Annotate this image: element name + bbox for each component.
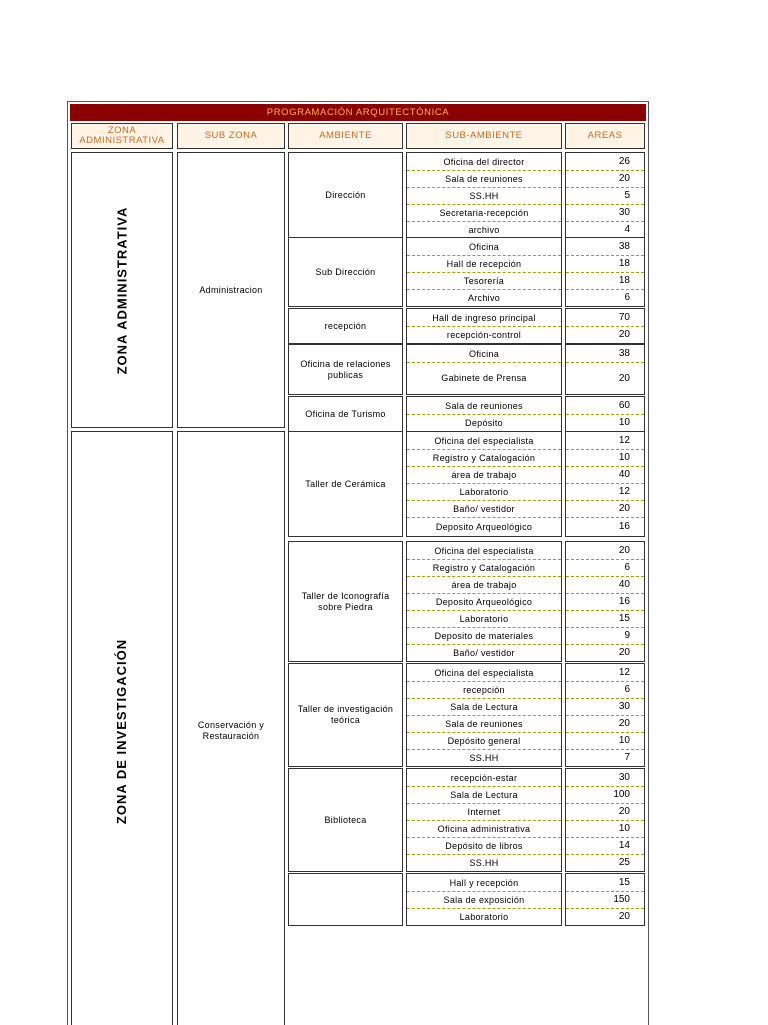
- sub-ambiente-cell: Laboratorio: [459, 613, 509, 624]
- area-value: 10: [618, 452, 630, 463]
- area-value: 5: [624, 190, 630, 201]
- area-value: 38: [618, 348, 630, 359]
- sub-ambiente-cell: Oficina del especialista: [434, 435, 534, 446]
- sub-ambiente-cell: SS.HH: [469, 190, 499, 201]
- area-value: 30: [618, 207, 630, 218]
- sub-ambiente-cell: recepción-control: [446, 329, 522, 340]
- sub-ambiente-cell: Registro y Catalogación: [432, 452, 536, 463]
- ambiente-label: Taller de Iconografía sobre Piedra: [301, 590, 390, 612]
- area-value: 6: [624, 684, 630, 695]
- sub-ambiente-cell: archivo: [468, 224, 500, 235]
- area-value: 20: [618, 718, 630, 729]
- sub-ambiente-cell: Sala de Lectura: [450, 701, 518, 712]
- sub-ambiente-cell: Laboratorio: [459, 911, 509, 922]
- sub-ambiente-cell: SS.HH: [469, 752, 499, 763]
- sub-ambiente-cell: SS.HH: [469, 857, 499, 868]
- sub-ambiente-cell: Hall y recepción: [449, 877, 519, 888]
- sub-ambiente-cell: Hall de recepción: [446, 258, 522, 269]
- sub-ambiente-cell: Registro y Catalogación: [432, 562, 536, 573]
- area-value: 20: [618, 503, 630, 514]
- area-value: 4: [624, 224, 630, 235]
- sub-ambiente-cell: área de trabajo: [451, 579, 517, 590]
- ambiente-label: Biblioteca: [324, 814, 367, 825]
- sub-ambiente-cell: Depósito general: [447, 735, 521, 746]
- sub-ambiente-cell: Hall de ingreso principal: [432, 312, 536, 323]
- area-value: 15: [618, 877, 630, 888]
- sub-ambiente-cell: Deposito Arqueológico: [435, 596, 533, 607]
- area-value: 38: [618, 241, 630, 252]
- ambiente-label: Taller de Cerámica: [305, 478, 386, 489]
- sub-ambiente-cell: Oficina: [468, 348, 500, 359]
- zone-label: ZONA DE INVESTIGACIÓN: [114, 638, 130, 824]
- ambiente-cell: [288, 308, 403, 344]
- area-value: 12: [618, 435, 630, 446]
- area-value: 30: [618, 772, 630, 783]
- area-value: 40: [618, 469, 630, 480]
- area-value: 16: [618, 521, 630, 532]
- area-value: 10: [618, 735, 630, 746]
- sub-ambiente-cell: Oficina del director: [443, 156, 525, 167]
- sub-ambiente-cell: Internet: [467, 806, 501, 817]
- area-value: 7: [624, 752, 630, 763]
- ambiente-label: Sub Dirección: [315, 266, 376, 277]
- zone-label: ZONA ADMINISTRATIVA: [114, 206, 130, 374]
- area-value: 10: [618, 417, 630, 428]
- header-areas: AREAS: [565, 123, 645, 149]
- sub-ambiente-cell: Sala de exposición: [443, 894, 525, 905]
- subzone-cell: [177, 431, 285, 1025]
- area-value: 12: [618, 667, 630, 678]
- sub-ambiente-cell: Sala de Lectura: [450, 789, 518, 800]
- sub-ambiente-cell: Depósito de libros: [445, 840, 523, 851]
- ambiente-cell: [288, 431, 403, 537]
- sub-ambiente-cell: Deposito Arqueológico: [435, 521, 533, 532]
- area-value: 40: [618, 579, 630, 590]
- area-value: 20: [618, 545, 630, 556]
- area-value: 20: [618, 329, 630, 340]
- ambiente-cell: [288, 152, 403, 239]
- subzone-cell: [177, 152, 285, 428]
- area-value: 12: [618, 486, 630, 497]
- area-value: 70: [618, 312, 630, 323]
- area-value: 20: [618, 911, 630, 922]
- area-value: 6: [624, 562, 630, 573]
- table-title: PROGRAMACIÓN ARQUITECTÓNICA: [70, 104, 646, 121]
- sub-ambiente-cell: recepción-estar: [450, 772, 518, 783]
- sub-ambiente-cell: Gabinete de Prensa: [441, 373, 527, 383]
- sub-ambiente-cell: Deposito de materiales: [434, 630, 534, 641]
- area-value: 14: [618, 840, 630, 851]
- ambiente-cell: [288, 768, 403, 872]
- area-value: 10: [618, 823, 630, 834]
- sub-ambiente-cell: Oficina del especialista: [434, 667, 534, 678]
- area-value: 18: [618, 275, 630, 286]
- sub-ambiente-cell: área de trabajo: [451, 469, 517, 480]
- sub-ambiente-cell: Baño/ vestidor: [453, 503, 515, 514]
- header-ambiente: AMBIENTE: [288, 123, 403, 149]
- sub-ambiente-cell: Oficina administrativa: [437, 823, 531, 834]
- zone-cell: [71, 431, 173, 1025]
- area-value: 16: [618, 596, 630, 607]
- area-value: 15: [618, 613, 630, 624]
- sub-ambiente-cell: Baño/ vestidor: [453, 647, 515, 658]
- ambiente-cell: [288, 873, 403, 926]
- ambiente-label: Dirección: [325, 190, 366, 200]
- sub-ambiente-cell: Oficina: [468, 241, 500, 252]
- sub-ambiente-cell: Depósito: [465, 417, 503, 428]
- area-value: 20: [618, 806, 630, 817]
- sub-ambiente-cell: Tesorería: [463, 275, 505, 286]
- header-sub-zona: SUB ZONA: [177, 123, 285, 149]
- subzone-label: Conservación y Restauración: [197, 720, 265, 741]
- ambiente-cell: [288, 344, 403, 395]
- sub-ambiente-cell: Sala de reuniones: [445, 173, 523, 184]
- ambiente-label: Oficina de relaciones publicas: [300, 358, 391, 380]
- sub-ambiente-cell: Sala de reuniones: [445, 400, 523, 411]
- sub-ambiente-cell: Archivo: [467, 292, 501, 303]
- zone-cell: [71, 152, 173, 428]
- sub-ambiente-cell: Sala de reuniones: [445, 718, 523, 729]
- ambiente-cell: [288, 237, 403, 307]
- area-value: 25: [618, 857, 630, 868]
- header-sub-ambiente: SUB-AMBIENTE: [406, 123, 562, 149]
- area-value: 30: [618, 701, 630, 712]
- area-value: 6: [624, 292, 630, 303]
- sub-ambiente-cell: recepción: [463, 684, 505, 695]
- area-value: 18: [618, 258, 630, 269]
- ambiente-label: recepción: [324, 320, 367, 331]
- area-value: 100: [613, 789, 630, 800]
- area-value: 60: [618, 400, 630, 411]
- subzone-label: Administracion: [199, 284, 263, 295]
- area-value: 20: [618, 647, 630, 658]
- sub-ambiente-cell: Laboratorio: [459, 486, 509, 497]
- sub-ambiente-cell: Oficina del especialista: [434, 545, 534, 556]
- header-zona: ZONA ADMINISTRATIVA: [71, 123, 173, 149]
- area-value: 20: [618, 372, 630, 384]
- ambiente-label: Taller de investigación teórica: [297, 704, 394, 725]
- ambiente-cell: [288, 396, 403, 432]
- sub-ambiente-cell: Secretaria-recepción: [439, 207, 529, 218]
- area-value: 150: [613, 894, 630, 905]
- programacion-table: [67, 101, 649, 1025]
- area-value: 9: [624, 630, 630, 641]
- ambiente-cell: [288, 663, 403, 767]
- area-value: 20: [618, 173, 630, 184]
- ambiente-label: Oficina de Turismo: [305, 408, 386, 419]
- ambiente-cell: [288, 541, 403, 662]
- area-value: 26: [618, 156, 630, 167]
